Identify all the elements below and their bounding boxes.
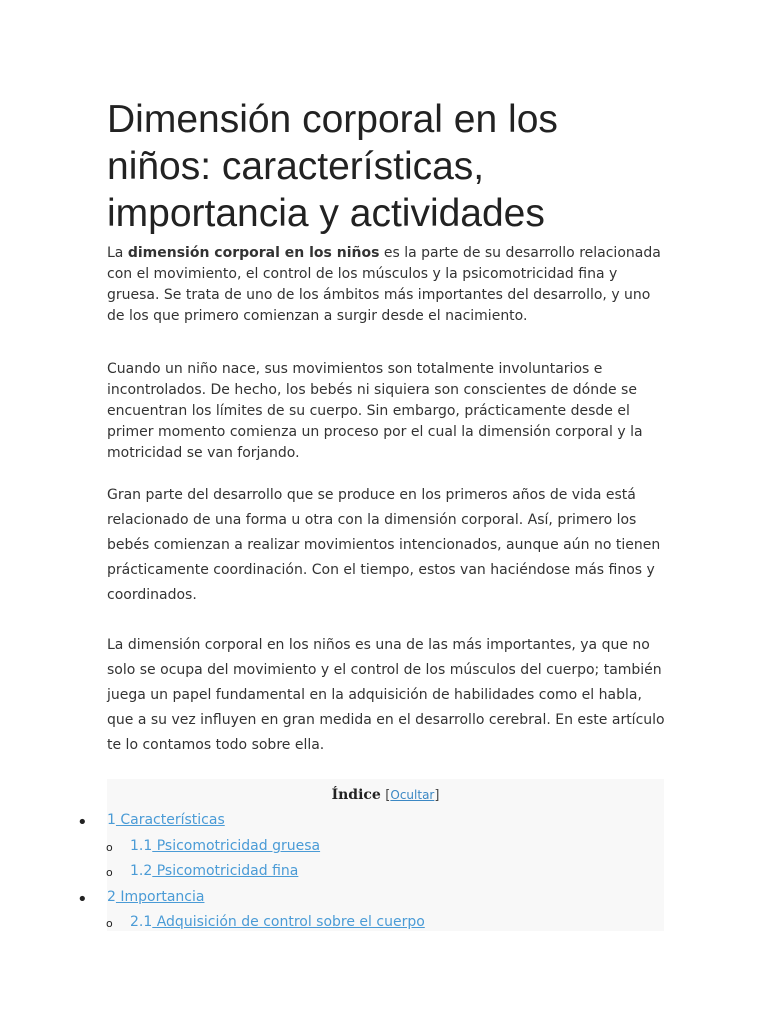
toc-item-psicomotricidad-gruesa[interactable] [130,838,320,854]
toc-item-psicomotricidad-fina[interactable] [130,863,298,879]
intro-rest: es la parte de su desarrollo relacionada con el movimiento, el control de los músculos y la psicomotricidad fina y gruesa. Se trata de uno de los ámbitos más importantes del desarrollo, y uno de los que primero comienzan a surgir desde el nacimiento. [107,245,661,324]
toc-item-label: Características [115,812,225,828]
toc-header [107,787,664,803]
toc-item-label: Psicomotricidad gruesa [152,838,321,854]
toc-bullet-circle: o [106,917,113,930]
toc-item-number: 1.2 [130,863,153,879]
toc-item-number: 1 [107,812,116,828]
toc-item-number: 1.1 [130,838,153,854]
intro-bold-term: dimensión corporal en los niños [127,245,380,261]
toc-item-number: 2.1 [130,914,153,930]
intro-prefix: La [107,245,128,261]
toc-item-importancia[interactable] [107,889,204,905]
article-title: Dimensión corporal en los niños: características, importancia y actividades [107,98,558,235]
table-of-contents [107,779,664,931]
paragraph-4: La dimensión corporal en los niños es una de las más importantes, ya que no solo se ocupa del movimiento y el control de los músculos del cuerpo; también juega un papel fundamental en la adquisición de habilidades como el habla, que a su vez influyen en gran medida en el desarrollo cerebral. En este artículo te lo contamos todo sobre ella. [107,637,665,753]
toc-bullet-disc: • [77,889,88,910]
toc-heading: Índice [331,787,381,803]
toc-item-label: Importancia [115,889,205,905]
toc-bracket-close: ] [434,788,440,803]
paragraph-3: Gran parte del desarrollo que se produce en los primeros años de vida está relacionado de una forma u otra con la dimensión corporal. Así, primero los bebés comienzan a realizar movimientos intencionados, aunque aún no tienen prácticamente coordinación. Con el tiempo, estos van haciéndose más finos y coordinados. [107,487,661,603]
toc-bullet-circle: o [106,866,113,879]
toc-item-caracteristicas[interactable] [107,812,225,828]
toc-bullet-disc: • [77,812,88,833]
intro-paragraph [107,243,667,327]
toc-item-number: 2 [107,889,116,905]
toc-bullet-circle: o [106,841,113,854]
toc-item-label: Adquisición de control sobre el cuerpo [152,914,425,930]
toc-item-adquisicion-control[interactable] [130,914,425,930]
toc-item-label: Psicomotricidad fina [152,863,299,879]
toc-bracket-open: [ [385,788,391,803]
toc-hide-link[interactable]: Ocultar [390,788,435,802]
paragraph-2: Cuando un niño nace, sus movimientos son totalmente involuntarios e incontrolados. De hecho, los bebés ni siquiera son conscientes de dónde se encuentran los límites de su cuerpo. Sin embargo, prácticamente desde el primer momento comienza un proceso por el cual la dimensión corporal y la motricidad se van forjando. [107,361,643,461]
